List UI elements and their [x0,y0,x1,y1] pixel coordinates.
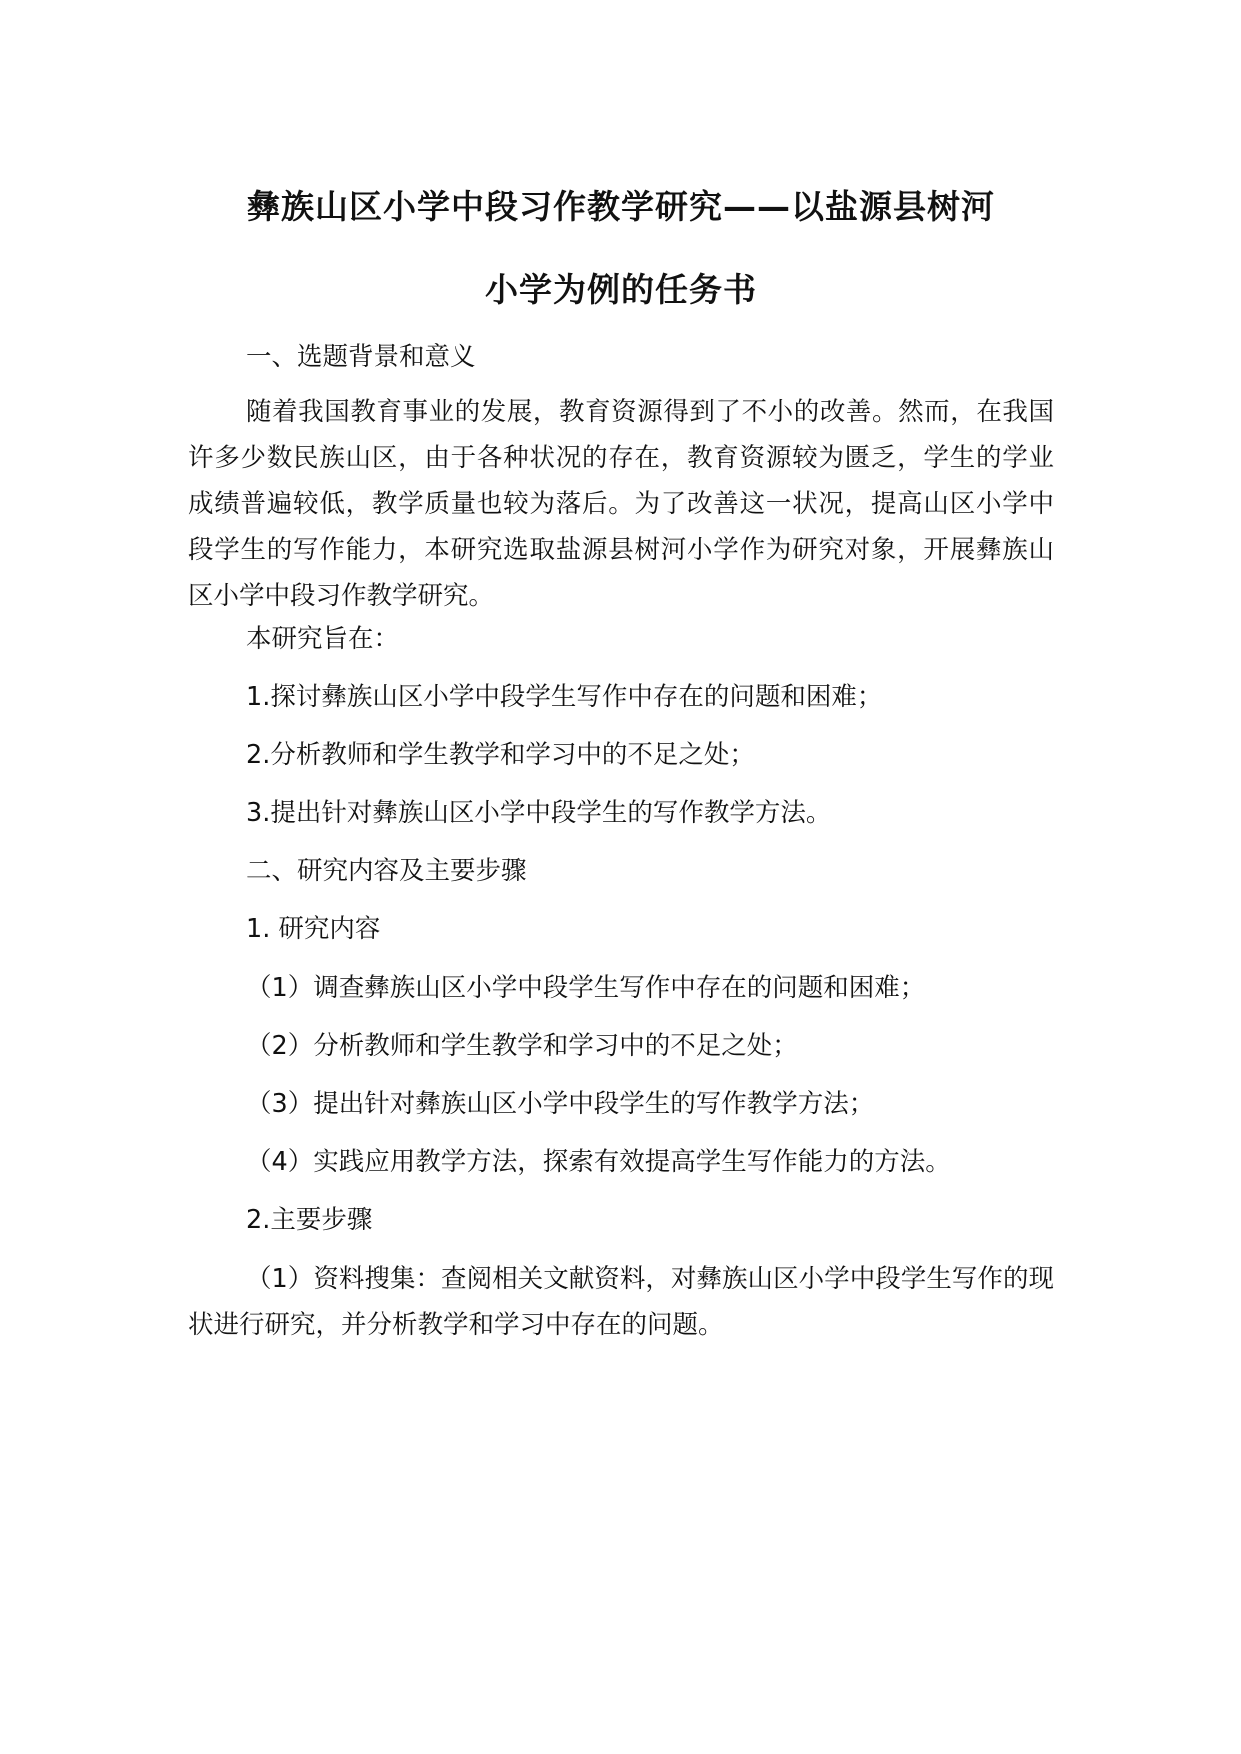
aim-item: 2.分析教师和学生教学和学习中的不足之处； [246,740,755,770]
aim-item: 3.提出针对彝族山区小学中段学生的写作教学方法。 [246,798,832,828]
section1-body: 随着我国教育事业的发展，教育资源得到了不小的改善。然而，在我国许多少数民族山区，由于各种状况的存在，教育资源较为匮乏，学生的学业成绩普遍较低，教学质量也较为落后。为了改善这一状况，提高山区小学中段学生的写作能力，本研究选取盐源县树河小学作为研究对象，开展彝族山区小学中段习作教学研究。 [188,397,1054,611]
steps-heading: 2.主要步骤 [246,1205,373,1235]
document-page [188,0,1054,1754]
section2-heading: 二、研究内容及主要步骤 [246,856,527,886]
content-item: （2）分析教师和学生教学和学习中的不足之处； [246,1031,798,1061]
aim-item: 1.探讨彝族山区小学中段学生写作中存在的问题和困难； [246,682,883,712]
content-item: （3）提出针对彝族山区小学中段学生的写作教学方法； [246,1089,875,1119]
document-title-line-1: 彝族山区小学中段习作教学研究——以盐源县树河 [247,187,995,226]
content-item: （1）调查彝族山区小学中段学生写作中存在的问题和困难； [246,973,926,1003]
content-heading: 1. 研究内容 [246,914,381,944]
section1-heading: 一、选题背景和意义 [246,342,476,372]
document-title-line-2: 小学为例的任务书 [485,270,757,309]
aims-intro: 本研究旨在： [246,624,400,654]
content-item: （4）实践应用教学方法，探索有效提高学生写作能力的方法。 [246,1147,951,1177]
step-item: （1）资料搜集：查阅相关文献资料，对彝族山区小学中段学生写作的现状进行研究，并分析教学和学习中存在的问题。 [188,1264,1054,1340]
